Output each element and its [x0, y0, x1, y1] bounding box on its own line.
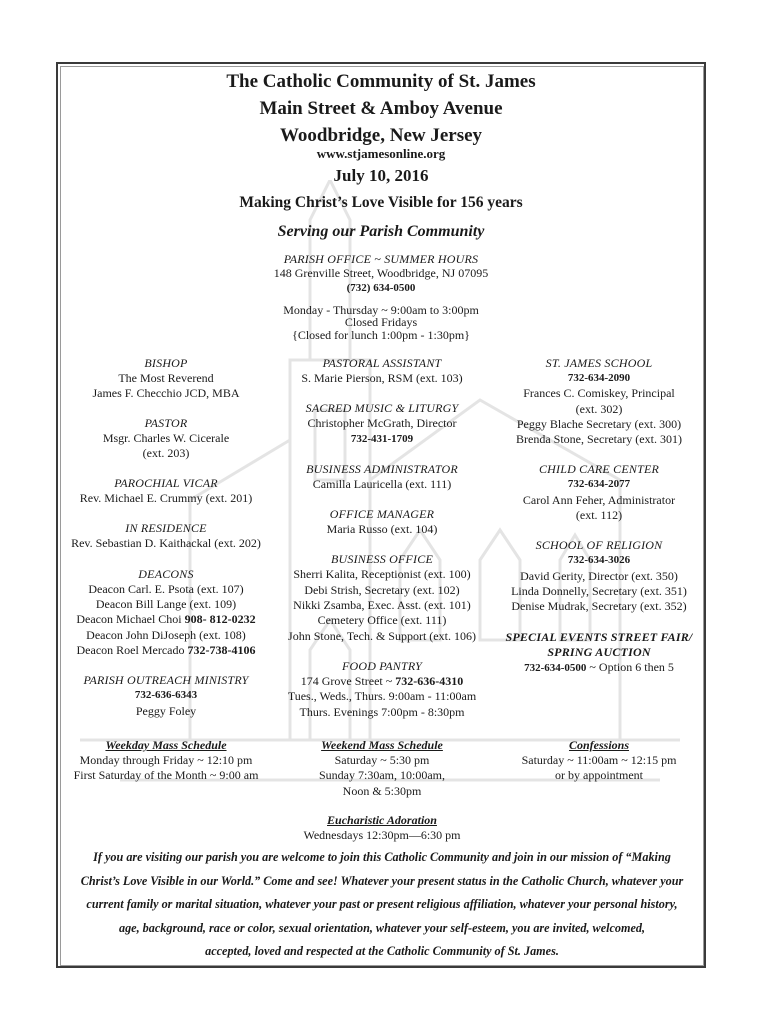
weekend-mass-line-1: Saturday ~ 5:30 pm — [334, 753, 430, 767]
weekday-mass-line-1: Monday through Friday ~ 12:10 pm — [79, 753, 253, 767]
adoration-line-1: Wednesdays 12:30pm—6:30 pm — [303, 828, 461, 842]
title-line-2: Main Street & Amboy Avenue — [259, 98, 503, 119]
food-pantry-heading: FOOD PANTRY — [341, 658, 423, 673]
adoration-block — [266, 813, 498, 843]
vicar-heading: PAROCHIAL VICAR — [114, 476, 218, 491]
events-note: ~ Option 6 then 5 — [586, 659, 674, 674]
pastor-heading: PASTOR — [144, 415, 188, 430]
mission-statement — [62, 846, 702, 964]
serving-heading: Serving our Parish Community — [277, 223, 485, 240]
admin-line-1: Camilla Lauricella (ext. 111) — [312, 476, 452, 491]
parish-office-block — [200, 252, 562, 342]
parish-office-hours-3: {Closed for lunch 1:00pm - 1:30pm} — [292, 328, 470, 342]
pastoral-line-1: S. Marie Pierson, RSM (ext. 103) — [301, 371, 463, 385]
school-line-4: Brenda Stone, Secretary (ext. 301) — [516, 432, 682, 447]
business-office-line-4: Cemetery Office (ext. 111) — [317, 613, 447, 628]
right-column — [494, 356, 704, 676]
food-pantry-line-1 — [266, 674, 498, 689]
events-phone: 732-634-0500 — [524, 661, 587, 674]
food-pantry-phone: 732-636-4310 — [395, 673, 464, 688]
food-pantry-address: 174 Grove Street ~ — [300, 673, 396, 688]
weekday-mass-line-2: First Saturday of the Month ~ 9:00 am — [73, 768, 259, 783]
deacon-3-phone: 908- 812-0232 — [184, 612, 256, 627]
bishop-line-1: The Most Reverend — [118, 371, 214, 385]
music-phone: 732-431-1709 — [350, 432, 414, 445]
childcare-line-2: (ext. 112) — [575, 508, 623, 523]
deacon-5-phone: 732-738-4106 — [187, 642, 256, 657]
office-manager-heading: OFFICE MANAGER — [329, 507, 435, 522]
weekday-mass-block — [60, 738, 272, 784]
school-phone: 732-634-2090 — [567, 372, 631, 384]
weekend-mass-heading: Weekend Mass Schedule — [321, 738, 443, 752]
weekend-mass-line-2: Sunday 7:30am, 10:00am, — [319, 768, 445, 783]
title-line-1: The Catholic Community of St. James — [226, 71, 536, 92]
page-title — [60, 68, 702, 149]
events-heading-1: SPECIAL EVENTS STREET FAIR/ — [505, 629, 693, 644]
left-column — [60, 356, 272, 719]
deacon-3 — [60, 612, 272, 627]
office-manager-line-1: Maria Russo (ext. 104) — [326, 522, 438, 537]
pastoral-heading: PASTORAL ASSISTANT — [322, 356, 442, 370]
religion-heading: SCHOOL OF RELIGION — [535, 538, 663, 553]
parish-office-hours-1: Monday - Thursday ~ 9:00am to 3:00pm — [283, 303, 479, 317]
outreach-heading: PARISH OUTREACH MINISTRY — [83, 673, 249, 688]
confessions-line-2: or by appointment — [555, 768, 643, 783]
title-line-3: Woodbridge, New Jersey — [279, 125, 483, 146]
weekend-mass-block — [266, 738, 498, 799]
confessions-block — [494, 738, 704, 784]
business-office-line-2: Debi Strish, Secretary (ext. 102) — [304, 582, 460, 597]
pastor-line-1: Msgr. Charles W. Cicerale — [102, 430, 230, 445]
confessions-heading: Confessions — [568, 738, 630, 752]
pastor-line-2: (ext. 203) — [142, 445, 190, 460]
food-pantry-line-3: Thurs. Evenings 7:00pm - 8:30pm — [299, 704, 465, 719]
bulletin-date: July 10, 2016 — [333, 166, 429, 185]
deacon-3-name: Deacon Michael Choi — [76, 612, 185, 627]
religion-line-3: Denise Mudrak, Secretary (ext. 352) — [511, 599, 687, 614]
mission-line-3: current family or marital situation, whatever your past or present religious affiliation, whatever your personal history, — [86, 897, 678, 911]
parish-office-hours-2: Closed Fridays — [344, 315, 418, 329]
parish-office-heading: PARISH OFFICE ~ SUMMER HOURS — [283, 252, 479, 266]
deacon-1: Deacon Carl. E. Psota (ext. 107) — [88, 581, 244, 596]
deacon-4: Deacon John DiJoseph (ext. 108) — [86, 627, 246, 642]
events-heading-2: SPRING AUCTION — [547, 644, 651, 659]
outreach-name: Peggy Foley — [135, 703, 197, 718]
mission-line-1: If you are visiting our parish you are welcome to join this Catholic Community and join in our mission of “Making — [93, 850, 671, 864]
business-office-heading: BUSINESS OFFICE — [331, 552, 433, 567]
residence-heading: IN RESIDENCE — [125, 521, 207, 536]
bishop-line-2: James F. Checchio JCD, MBA — [92, 386, 240, 401]
parish-office-phone: (732) 634-0500 — [346, 282, 416, 294]
events-line-1 — [494, 660, 704, 676]
childcare-heading: CHILD CARE CENTER — [538, 462, 660, 477]
adoration-heading: Eucharistic Adoration — [327, 813, 437, 827]
residence-line-1: Rev. Sebastian D. Kaithackal (ext. 202) — [71, 536, 261, 551]
religion-phone: 732-634-3026 — [567, 554, 631, 567]
confessions-line-1: Saturday ~ 11:00am ~ 12:15 pm — [521, 753, 677, 767]
religion-line-2: Linda Donnelly, Secretary (ext. 351) — [511, 583, 687, 598]
music-heading: SACRED MUSIC & LITURGY — [305, 401, 459, 416]
mission-line-5: accepted, loved and respected at the Catholic Community of St. James. — [205, 944, 559, 958]
vicar-line-1: Rev. Michael E. Crummy (ext. 201) — [79, 491, 253, 506]
deacon-2: Deacon Bill Lange (ext. 109) — [95, 597, 237, 612]
deacon-5-name: Deacon Roel Mercado — [76, 642, 188, 657]
school-line-1: Frances C. Comiskey, Principal — [523, 386, 675, 401]
weekend-mass-line-3: Noon & 5:30pm — [342, 783, 422, 798]
mission-line-4: age, background, race or color, sexual orientation, whatever your self-esteem, you are invited, welcomed, — [118, 920, 646, 935]
parish-office-address: 148 Grenville Street, Woodbridge, NJ 07095 — [273, 266, 489, 280]
website-link[interactable]: www.stjamesonline.org — [316, 146, 446, 161]
music-line-1: Christopher McGrath, Director — [307, 416, 457, 431]
business-office-line-5: John Stone, Tech. & Support (ext. 106) — [288, 628, 476, 643]
deacon-5 — [60, 643, 272, 658]
deacons-heading: DEACONS — [138, 566, 194, 581]
school-heading: ST. JAMES SCHOOL — [545, 356, 653, 370]
middle-column — [266, 356, 498, 720]
mission-line-2: Christ’s Love Visible in our World.” Come and see! Whatever your present status in the Catholic Church, whatever your — [80, 873, 684, 888]
bishop-heading: BISHOP — [144, 356, 188, 370]
admin-heading: BUSINESS ADMINISTRATOR — [306, 461, 458, 476]
food-pantry-line-2: Tues., Weds., Thurs. 9:00am - 11:00am — [287, 689, 477, 704]
tagline: Making Christ’s Love Visible for 156 years — [239, 194, 523, 211]
business-office-line-3: Nikki Zsamba, Exec. Asst. (ext. 101) — [293, 598, 471, 613]
childcare-phone: 732-634-2077 — [567, 478, 631, 491]
school-line-3: Peggy Blache Secretary (ext. 300) — [516, 416, 682, 431]
school-line-2: (ext. 302) — [575, 401, 623, 416]
weekday-mass-heading: Weekday Mass Schedule — [105, 738, 227, 752]
business-office-line-1: Sherri Kalita, Receptionist (ext. 100) — [293, 567, 471, 582]
childcare-line-1: Carol Ann Feher, Administrator — [522, 492, 676, 507]
outreach-phone: 732-636-6343 — [134, 689, 198, 702]
religion-line-1: David Gerity, Director (ext. 350) — [520, 568, 678, 583]
